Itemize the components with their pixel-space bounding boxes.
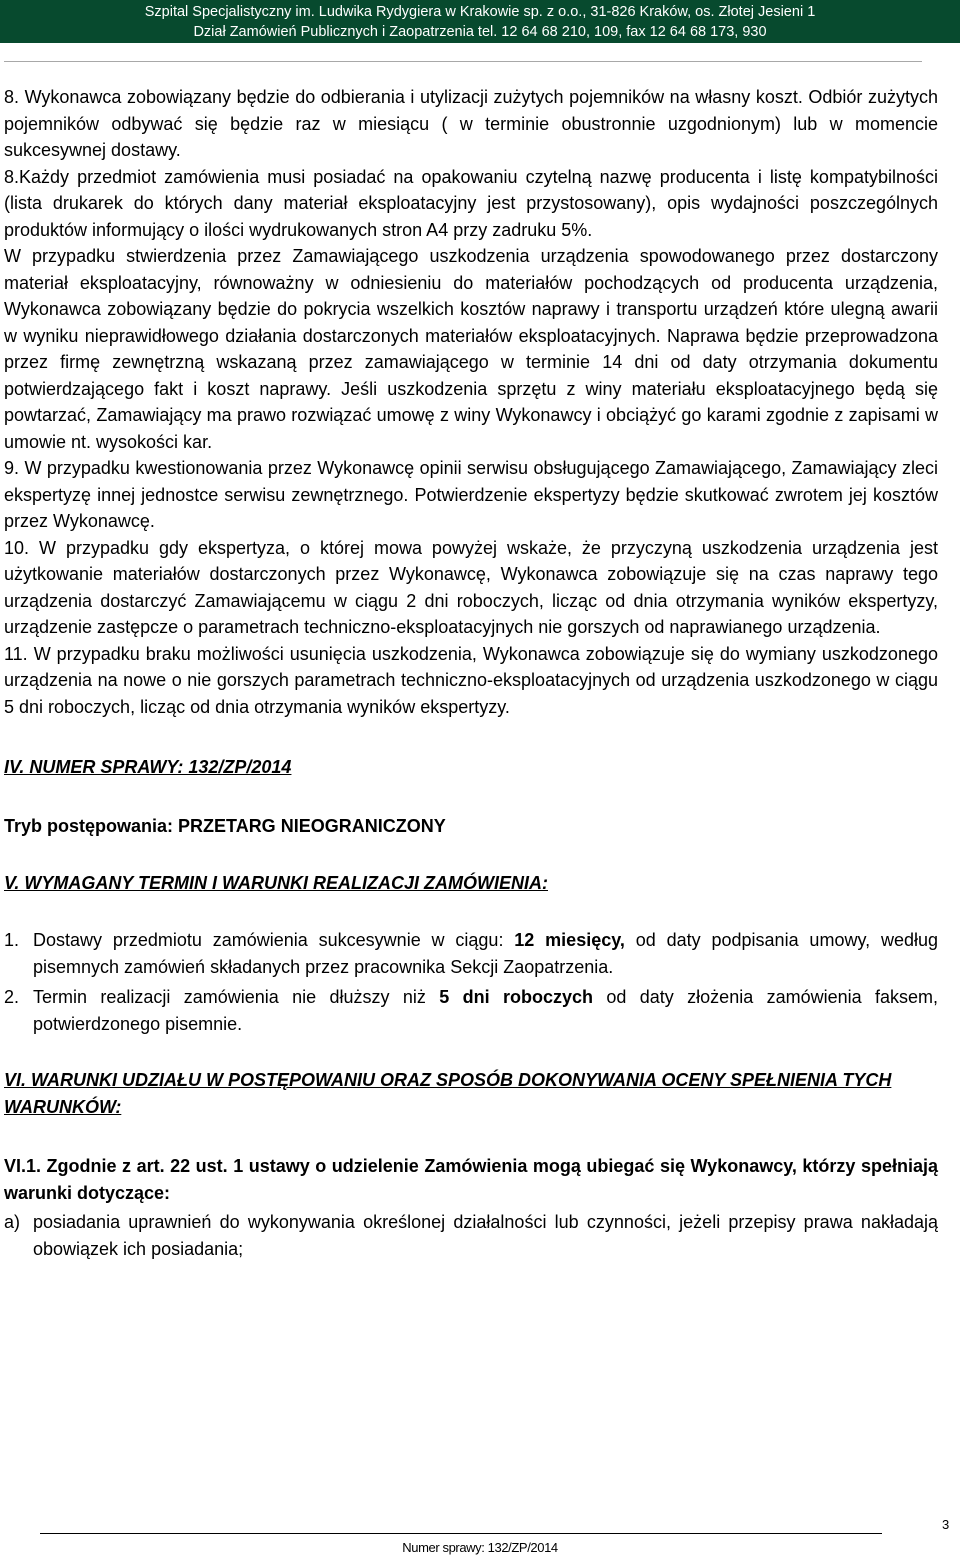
paragraph-11-exchange: 11. W przypadku braku możliwości usunięcia uszkodzenia, Wykonawca zobowiązuje się do wymiany uszkodzonego urządzenia na nowe o nie gorszych parametrach techniczno-eksploatacyjnych od urządzenia uszkodzonego w ciągu 5 dni roboczych, licząc od dnia otrzymania wyników ekspertyzy. [4, 643, 938, 717]
item-number: 1. [4, 930, 20, 950]
item-number: 2. [4, 987, 20, 1007]
procedure-type: Tryb postępowania: PRZETARG NIEOGRANICZONY [4, 816, 446, 836]
item-text: posiadania uprawnień do wykonywania określonej działalności lub czynności, jeżeli przepisy prawa nakładają obowiązek ich posiadania; [33, 1212, 938, 1259]
section-vi-1: VI.1. Zgodnie z art. 22 ust. 1 ustawy o udzielenie Zamówienia mogą ubiegać się Wykonawcy, którzy spełniają warunki dotyczące: [4, 1156, 938, 1203]
document-header-banner [0, 0, 960, 43]
section-vi-heading: VI. WARUNKI UDZIAŁU W POSTĘPOWANIU ORAZ SPOSÓB DOKONYWANIA OCENY SPEŁNIENIA TYCH WARUNKÓW: [4, 1070, 892, 1117]
section-v-item-1 [4, 927, 938, 980]
section-vi-item-a [4, 1209, 938, 1262]
paragraph-10-replacement: 10. W przypadku gdy ekspertyza, o której mowa powyżej wskaże, że przyczyną uszkodzenia urządzenia jest użytkowanie materiałów dostarczonych przez Wykonawcę, Wykonawca zobowiązuje się na czas naprawy tego urządzenia dostarczyć Zamawiającemu w ciągu 2 dni roboczych, licząc od dnia otrzymania wyników ekspertyzy, urządzenie zastępcze o parametrach techniczno-eksploatacyjnych nie gorszych od naprawianego urządzenia. [4, 537, 938, 637]
header-divider [4, 61, 922, 62]
item-bold-text: 12 miesięcy, [514, 930, 625, 950]
header-hospital-line: Szpital Specjalistyczny im. Ludwika Rydygiera w Krakowie sp. z o.o., 31-826 Kraków, os. Złotej Jesieni 1 [144, 4, 816, 20]
paragraph-8-packaging: 8.Każdy przedmiot zamówienia musi posiadać na opakowaniu czytelną nazwę producenta i listę kompatybilności (lista drukarek do których dany materiał eksploatacyjny jest przystosowany), opis wydajności poszczególnych produktów informujący o ilości wydrukowanych stron A4 przy zadruku 5%. [4, 166, 938, 240]
item-text: od daty podpisania umowy, według pisemnych zamówień składanych przez pracownika Sekcji Zaopatrzenia. [33, 930, 939, 977]
paragraph-9-expertise: 9. W przypadku kwestionowania przez Wykonawcę opinii serwisu obsługującego Zamawiającego, Zamawiający zleci ekspertyzę innej jednostce serwisu zewnętrznego. Potwierdzenie ekspertyzy będzie skutkować zwrotem jej kosztów przez Wykonawcę. [4, 458, 938, 531]
item-text: Dostawy przedmiotu zamówienia sukcesywnie w ciągu: [33, 930, 515, 950]
page-number: 3 [942, 1517, 950, 1532]
footer-case-number: Numer sprawy: 132/ZP/2014 [402, 1540, 558, 1555]
item-text: Termin realizacji zamówienia nie dłuższy niż [33, 987, 440, 1007]
section-v-heading: V. WYMAGANY TERMIN I WARUNKI REALIZACJI ZAMÓWIENIA: [4, 873, 548, 893]
item-bold-text: 5 dni roboczych [439, 987, 594, 1007]
item-letter: a) [4, 1212, 21, 1232]
footer-divider [40, 1533, 882, 1534]
paragraph-damage-liability: W przypadku stwierdzenia przez Zamawiającego uszkodzenia urządzenia spowodowanego przez dostarczony materiał eksploatacyjny, równoważny w odniesieniu do materiałów pochodzących od producenta urządzenia, Wykonawca zobowiązany będzie do pokrycia wszelkich kosztów naprawy i transportu urządzeń które ulegną awarii w wyniku nieprawidłowego działania dostarczonych materiałów eksploatacyjnych. Naprawa będzie przeprowadzona przez firmę zewnętrzną wskazaną przez zamawiającego w terminie 14 dni od daty otrzymania dokumentu potwierdzającego fakt i koszt naprawy. Jeśli uszkodzenia sprzętu z winy materiału eksploatacyjnego będą się powtarzać, Zamawiający ma prawo rozwiązać umowę z winy Wykonawcy i obciążyć go karami zgodnie z zapisami w umowie nt. wysokości kar. [4, 246, 938, 452]
section-v-item-2 [4, 984, 938, 1037]
section-iv-heading: IV. NUMER SPRAWY: 132/ZP/2014 [4, 757, 292, 777]
item-text: od daty złożenia zamówienia faksem, potwierdzonego pisemnie. [33, 987, 938, 1034]
header-department-line: Dział Zamówień Publicznych i Zaopatrzenia tel. 12 64 68 210, 109, fax 12 64 68 173, 930 [193, 24, 767, 40]
document-body [4, 84, 938, 1262]
paragraph-8-containers: 8. Wykonawca zobowiązany będzie do odbierania i utylizacji zużytych pojemników na własny koszt. Odbiór zużytych pojemników odbywać się będzie raz w miesiącu ( w terminie obustronnie uzgodnionym) lub w momencie sukcesywnej dostawy. [4, 87, 938, 160]
